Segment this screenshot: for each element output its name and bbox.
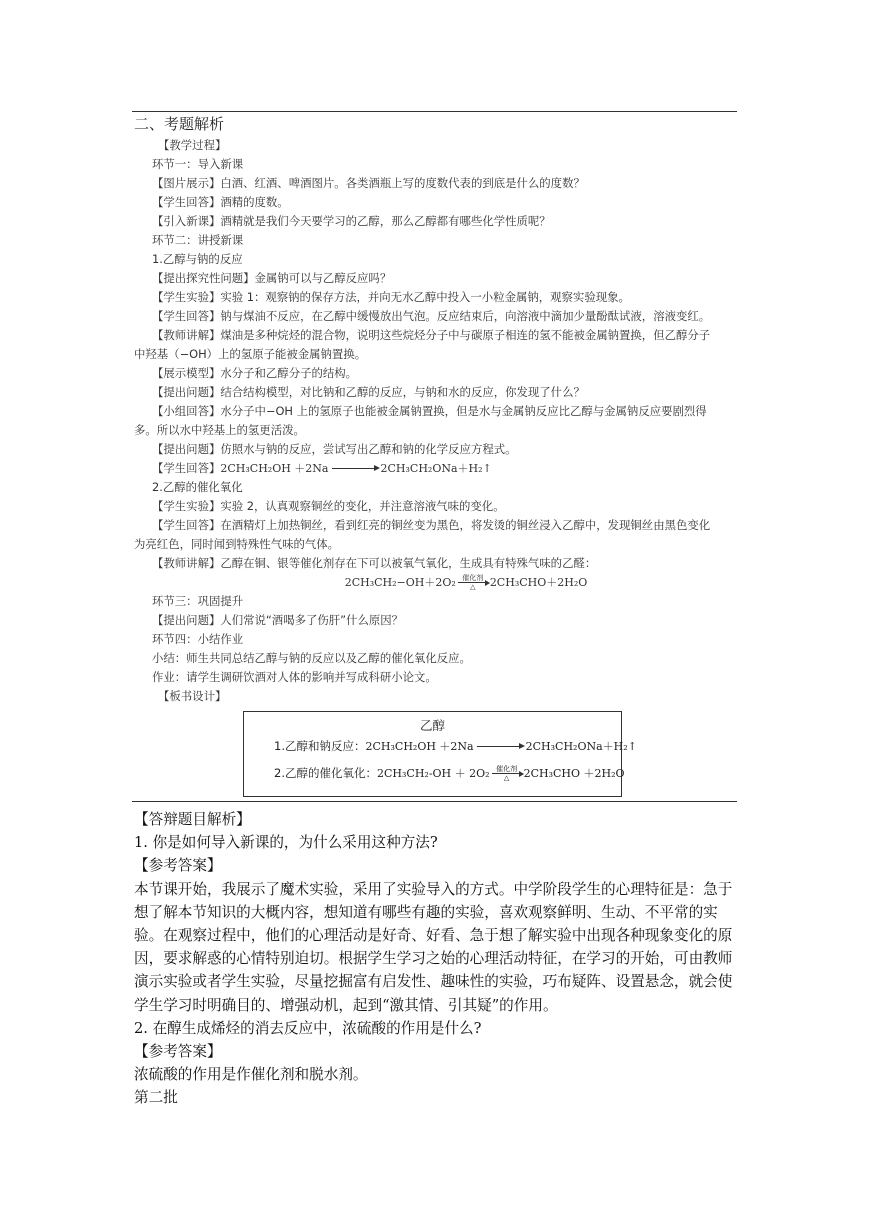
equation-lhs: 2CH₃CH₂-OH ＋ 2O₂	[376, 767, 490, 780]
lesson-line: 【教学过程】	[158, 138, 227, 152]
reaction-arrow	[492, 773, 522, 774]
reaction-condition	[458, 574, 488, 591]
question-2: 2. 在醇生成烯烃的消去反应中，浓硫酸的作用是什么?	[134, 1019, 482, 1037]
board-label: 2.乙醇的催化氧化：	[274, 766, 377, 780]
lesson-line: 小结：师生共同总结乙醇与钠的反应以及乙醇的催化氧化反应。	[152, 651, 471, 665]
lesson-plan-image	[134, 136, 738, 706]
lesson-line: 【学生回答】酒精的度数。	[152, 195, 289, 209]
answer-2-text: 浓硫酸的作用是作催化剂和脱水剂。	[134, 1066, 368, 1084]
lesson-line: 中羟基（−OH）上的氢原子能被金属钠置换。	[134, 347, 367, 361]
blackboard-design	[243, 711, 637, 797]
question-1: 1. 你是如何导入新课的，为什么采用这种方法?	[134, 834, 438, 852]
equation-na	[134, 459, 738, 478]
qa-heading: 【答辩题目解析】	[134, 811, 251, 828]
equation-oxidation	[134, 573, 738, 592]
answer-1-label: 【参考答案】	[134, 857, 222, 875]
answer-1-text: 本节课开始，我展示了魔术实验，采用了实验导入的方式。中学阶段学生的心理特征是：急于想了解本节知识的大概内容，想知道有哪些有趣的实验，喜欢观察鲜明、生动、不平常的实验。在观察过程中，他们的心理活动是好奇、好看、急于想了解实验中出现各种现象变化的原因，要求解惑的心情特别迫切。根据学生学习之始的心理活动特征，在学习的开始，可由教师演示实验或者学生实验，尽量挖掘富有启发性、趣味性的实验，巧布疑阵、设置悬念，就会使学生学习时明确目的、增强动机，起到“激其情、引其疑”的作用。	[134, 880, 733, 1014]
reaction-arrow	[458, 582, 488, 583]
lesson-line: 环节一：导入新课	[152, 157, 244, 171]
equation-lhs: 2CH₃CH₂OH ＋2Na	[365, 740, 474, 753]
heat-symbol: △	[470, 583, 476, 591]
lesson-line: 【提出问题】仿照水与钠的反应，尝试写出乙醇和钠的化学反应方程式。	[152, 442, 517, 456]
lesson-line: 【提出问题】人们常说“酒喝多了伤肝”什么原因？	[152, 613, 404, 627]
lesson-line: 多。所以水中羟基上的氢更活泼。	[134, 423, 305, 437]
lesson-line: 2.乙醇的催化氧化	[152, 480, 243, 494]
lesson-line: 【学生实验】实验 1：观察钠的保存方法，并向无水乙醇中投入一小粒金属钠，观察实验现象。	[152, 290, 630, 304]
lesson-line: 【板书设计】	[158, 689, 227, 703]
equation-lhs: 2CH₃CH₂OH ＋2Na	[220, 462, 329, 475]
board-title: 乙醇	[419, 718, 445, 733]
board-label: 1.乙醇和钠反应：	[274, 739, 366, 753]
equation-rhs: 2CH₃CHO ＋2H₂O	[523, 767, 625, 780]
top-rule	[132, 111, 737, 112]
section-title: 二、考题解析	[134, 115, 225, 133]
equation-rhs: 2CH₃CH₂ONa＋H₂↑	[380, 462, 492, 475]
footer-text: 第二批	[134, 1089, 178, 1107]
lesson-line: 环节二：讲授新课	[152, 233, 244, 247]
board-row-2	[274, 765, 625, 782]
equation-rhs: 2CH₃CHO＋2H₂O	[489, 576, 588, 589]
lesson-line: 作业：请学生调研饮酒对人体的影响并写成科研小论文。	[152, 670, 437, 684]
lesson-line: 环节三：巩固提升	[152, 594, 244, 608]
lesson-line: 【引入新课】酒精就是我们今天要学习的乙醇，那么乙醇都有哪些化学性质呢？	[152, 214, 551, 228]
defense-questions	[134, 808, 738, 1110]
lesson-line: 【教师讲解】乙醇在铜、银等催化剂存在下可以被氧气氧化，生成具有特殊气味的乙醛：	[152, 556, 597, 570]
lesson-line: 【图片展示】白酒、红酒、啤酒图片。各类酒瓶上写的度数代表的到底是什么的度数？	[152, 176, 585, 190]
answer-2-label: 【参考答案】	[134, 1043, 222, 1061]
catalyst-label: 催化剂	[496, 765, 518, 773]
lesson-line: 【提出问题】结合结构模型，对比钠和乙醇的反应，与钠和水的反应，你发现了什么？	[152, 385, 585, 399]
lesson-line: 【学生回答】钠与煤油不反应，在乙醇中缓慢放出气泡。反应结束后，向溶液中滴加少量酚酞试液，溶液变红。	[152, 309, 711, 323]
lesson-line: 【教师讲解】煤油是多种烷烃的混合物，说明这些烷烃分子中与碳原子相连的氢不能被金属钠置换，但乙醇分子	[152, 328, 711, 342]
lesson-line: 环节四：小结作业	[152, 632, 244, 646]
catalyst-label: 催化剂	[462, 574, 484, 582]
heat-symbol: △	[503, 774, 510, 782]
lesson-line: 【学生实验】实验 2，认真观察铜丝的变化，并注意溶液气味的变化。	[152, 499, 505, 513]
reaction-condition	[492, 765, 522, 782]
lesson-label: 【学生回答】	[152, 461, 221, 475]
lesson-line: 为亮红色，同时闻到特殊性气味的气体。	[134, 537, 340, 551]
reaction-arrow	[332, 468, 378, 469]
lesson-line: 【小组回答】水分子中−OH 上的氢原子也能被金属钠置换，但是水与金属钠反应比乙醇与金属钠反应要剧烈得	[152, 404, 707, 418]
reaction-arrow	[477, 746, 523, 747]
equation-lhs: 2CH₃CH₂−OH＋2O₂	[344, 576, 456, 589]
lesson-line: 【展示模型】水分子和乙醇分子的结构。	[152, 366, 358, 380]
lesson-line: 【学生回答】在酒精灯上加热铜丝，看到红亮的铜丝变为黑色，将发烫的铜丝浸入乙醇中，发现铜丝由黑色变化	[152, 518, 711, 532]
lesson-line: 1.乙醇与钠的反应	[152, 252, 243, 266]
board-row-1	[274, 738, 637, 754]
lesson-line: 【提出探究性问题】金属钠可以与乙醇反应吗？	[152, 271, 392, 285]
bottom-rule	[132, 801, 737, 802]
equation-rhs: 2CH₃CH₂ONa＋H₂↑	[525, 740, 637, 753]
